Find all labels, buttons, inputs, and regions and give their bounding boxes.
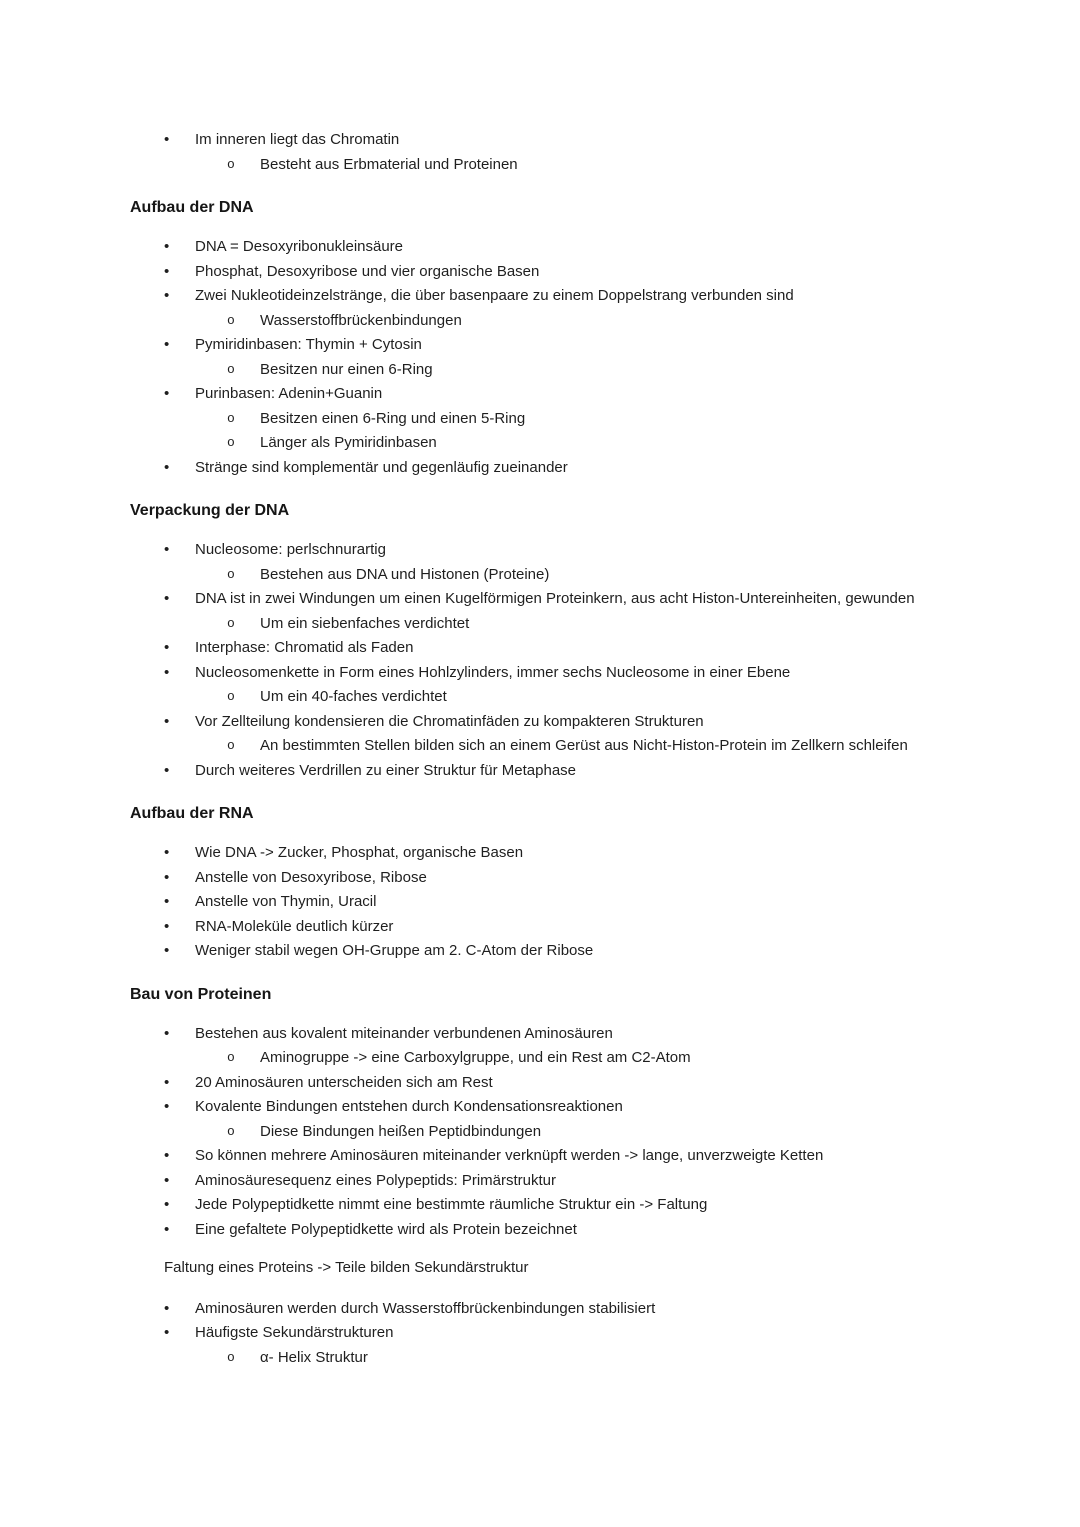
bullet-icon: • xyxy=(164,238,170,255)
sub-bullet-item xyxy=(130,358,950,383)
circle-icon: o xyxy=(227,689,235,704)
bullet-item xyxy=(130,915,950,940)
bullet-icon: • xyxy=(164,844,170,861)
circle-icon: o xyxy=(227,435,235,450)
list-item-text: Wie DNA -> Zucker, Phosphat, organische Basen xyxy=(195,844,524,861)
bullet-item xyxy=(130,1297,950,1322)
list-item-text: Purinbasen: Adenin+Guanin xyxy=(195,385,383,402)
circle-icon: o xyxy=(227,1050,235,1065)
circle-icon: o xyxy=(227,1349,235,1365)
bullet-icon: • xyxy=(164,1324,170,1341)
bullet-list xyxy=(130,1022,950,1243)
bullet-item xyxy=(130,456,950,481)
bullet-item xyxy=(130,1218,950,1243)
list-item-text: An bestimmten Stellen bilden sich an einem Gerüst aus Nicht-Histon-Protein im Zellkern schleifen xyxy=(260,737,908,754)
list-item-text: Weniger stabil wegen OH-Gruppe am 2. C-Atom der Ribose xyxy=(195,942,594,959)
list-item-text: Besitzen nur einen 6-Ring xyxy=(260,360,433,378)
bullet-item xyxy=(130,636,950,661)
list-item-text: So können mehrere Aminosäuren miteinander verknüpft werden -> lange, unverzweigte Ketten xyxy=(195,1147,824,1164)
list-item-text: 20 Aminosäuren unterscheiden sich am Rest xyxy=(195,1073,493,1091)
list-item-text: Um ein siebenfaches verdichtet xyxy=(260,614,470,632)
sub-bullet-item xyxy=(130,734,950,759)
list-item-text: RNA-Moleküle deutlich kürzer xyxy=(195,917,394,935)
bullet-item xyxy=(130,661,950,686)
bullet-icon: • xyxy=(164,131,170,148)
circle-icon: o xyxy=(227,566,235,582)
list-item-text: α- Helix Struktur xyxy=(260,1348,368,1366)
circle-icon: o xyxy=(227,156,235,172)
circle-icon: o xyxy=(227,361,235,377)
sub-bullet-item xyxy=(130,612,950,637)
sub-bullet-item xyxy=(130,1346,950,1371)
bullet-icon: • xyxy=(164,287,170,304)
sub-bullet-item xyxy=(130,407,950,432)
document-body xyxy=(130,128,950,1370)
list-item-text: Nucleosomenkette in Form eines Hohlzylinders, immer sechs Nucleosome in einer Ebene xyxy=(195,663,791,681)
bullet-item xyxy=(130,382,950,407)
bullet-icon: • xyxy=(164,712,170,730)
bullet-list xyxy=(130,538,950,783)
list-item-text: Kovalente Bindungen entstehen durch Kondensationsreaktionen xyxy=(195,1098,623,1115)
bullet-list xyxy=(130,1297,950,1371)
list-item-text: Anstelle von Thymin, Uracil xyxy=(195,893,377,910)
bullet-icon: • xyxy=(164,1171,170,1189)
list-item-text: Besteht aus Erbmaterial und Proteinen xyxy=(260,155,518,173)
list-item-text: Vor Zellteilung kondensieren die Chromatinfäden zu kompakteren Strukturen xyxy=(195,712,704,730)
circle-icon: o xyxy=(227,410,235,426)
bullet-list xyxy=(130,128,950,177)
list-item-text: Zwei Nukleotideinzelstränge, die über basenpaare zu einem Doppelstrang verbunden sind xyxy=(195,287,794,304)
sub-bullet-item xyxy=(130,1120,950,1145)
bullet-icon: • xyxy=(164,917,170,935)
bullet-icon: • xyxy=(164,663,170,681)
sub-bullet-item xyxy=(130,309,950,334)
sub-bullet-item xyxy=(130,563,950,588)
bullet-item xyxy=(130,587,950,612)
bullet-icon: • xyxy=(164,1220,170,1238)
bullet-icon: • xyxy=(164,336,170,353)
sub-bullet-item xyxy=(130,685,950,710)
bullet-item xyxy=(130,1144,950,1169)
bullet-list xyxy=(130,235,950,480)
bullet-item xyxy=(130,841,950,866)
sub-bullet-item xyxy=(130,1046,950,1071)
circle-icon: o xyxy=(227,312,235,328)
circle-icon: o xyxy=(227,1123,235,1139)
bullet-icon: • xyxy=(164,1098,170,1115)
bullet-icon: • xyxy=(164,1147,170,1164)
bullet-list xyxy=(130,841,950,964)
bullet-item xyxy=(130,538,950,563)
list-item-text: Aminosäuren werden durch Wasserstoffbrückenbindungen stabilisiert xyxy=(195,1299,656,1317)
bullet-item xyxy=(130,710,950,735)
section-heading: Bau von Proteinen xyxy=(130,985,272,1003)
sub-bullet-item xyxy=(130,431,950,456)
list-item-text: Durch weiteres Verdrillen zu einer Struktur für Metaphase xyxy=(195,761,577,779)
bullet-item xyxy=(130,939,950,964)
bullet-item xyxy=(130,1095,950,1120)
bullet-item xyxy=(130,1071,950,1096)
list-item-text: Phosphat, Desoxyribose und vier organische Basen xyxy=(195,262,540,280)
bullet-icon: • xyxy=(164,639,170,656)
bullet-icon: • xyxy=(164,942,170,959)
circle-icon: o xyxy=(227,738,235,753)
list-item-text: Interphase: Chromatid als Faden xyxy=(195,639,414,656)
bullet-icon: • xyxy=(164,262,170,280)
list-item-text: Im inneren liegt das Chromatin xyxy=(195,131,400,148)
bullet-item xyxy=(130,260,950,285)
list-item-text: Jede Polypeptidkette nimmt eine bestimmte räumliche Struktur ein -> Faltung xyxy=(195,1196,708,1213)
bullet-item xyxy=(130,866,950,891)
bullet-icon: • xyxy=(164,458,170,476)
list-item-text: Besitzen einen 6-Ring und einen 5-Ring xyxy=(260,409,526,427)
bullet-item xyxy=(130,128,950,153)
bullet-icon: • xyxy=(164,1024,170,1042)
circle-icon: o xyxy=(227,615,235,631)
bullet-icon: • xyxy=(164,1196,170,1213)
bullet-item xyxy=(130,1321,950,1346)
bullet-item xyxy=(130,1193,950,1218)
bullet-item xyxy=(130,890,950,915)
paragraph: Faltung eines Proteins -> Teile bilden Sekundärstruktur xyxy=(164,1259,529,1276)
bullet-icon: • xyxy=(164,590,170,607)
bullet-item xyxy=(130,1022,950,1047)
list-item-text: Diese Bindungen heißen Peptidbindungen xyxy=(260,1122,542,1140)
list-item-text: Aminogruppe -> eine Carboxylgruppe, und ein Rest am C2-Atom xyxy=(260,1049,691,1066)
bullet-icon: • xyxy=(164,868,170,886)
list-item-text: Bestehen aus DNA und Histonen (Proteine) xyxy=(260,565,550,583)
bullet-item xyxy=(130,235,950,260)
list-item-text: DNA = Desoxyribonukleinsäure xyxy=(195,238,404,255)
bullet-icon: • xyxy=(164,385,170,402)
list-item-text: Häufigste Sekundärstrukturen xyxy=(195,1324,394,1341)
list-item-text: Nucleosome: perlschnurartig xyxy=(195,541,386,558)
list-item-text: Pymiridinbasen: Thymin + Cytosin xyxy=(195,336,422,353)
bullet-icon: • xyxy=(164,761,170,779)
bullet-item xyxy=(130,1169,950,1194)
list-item-text: Aminosäuresequenz eines Polypeptids: Primärstruktur xyxy=(195,1171,557,1189)
section-heading: Aufbau der RNA xyxy=(130,805,254,822)
bullet-item xyxy=(130,284,950,309)
list-item-text: Anstelle von Desoxyribose, Ribose xyxy=(195,868,427,886)
list-item-text: Um ein 40-faches verdichtet xyxy=(260,688,447,705)
bullet-icon: • xyxy=(164,541,170,558)
list-item-text: Stränge sind komplementär und gegenläufig zueinander xyxy=(195,458,568,476)
bullet-icon: • xyxy=(164,893,170,910)
section-heading: Aufbau der DNA xyxy=(130,199,254,216)
list-item-text: Eine gefaltete Polypeptidkette wird als Protein bezeichnet xyxy=(195,1220,577,1238)
bullet-icon: • xyxy=(164,1073,170,1091)
sub-bullet-item xyxy=(130,153,950,178)
bullet-item xyxy=(130,759,950,784)
bullet-icon: • xyxy=(164,1299,170,1317)
section-heading: Verpackung der DNA xyxy=(130,502,290,519)
list-item-text: Wasserstoffbrückenbindungen xyxy=(260,311,462,329)
list-item-text: Länger als Pymiridinbasen xyxy=(260,434,437,451)
list-item-text: Bestehen aus kovalent miteinander verbundenen Aminosäuren xyxy=(195,1024,613,1042)
bullet-item xyxy=(130,333,950,358)
list-item-text: DNA ist in zwei Windungen um einen Kugelförmigen Proteinkern, aus acht Histon-Untereinheiten, gewunden xyxy=(195,590,915,607)
